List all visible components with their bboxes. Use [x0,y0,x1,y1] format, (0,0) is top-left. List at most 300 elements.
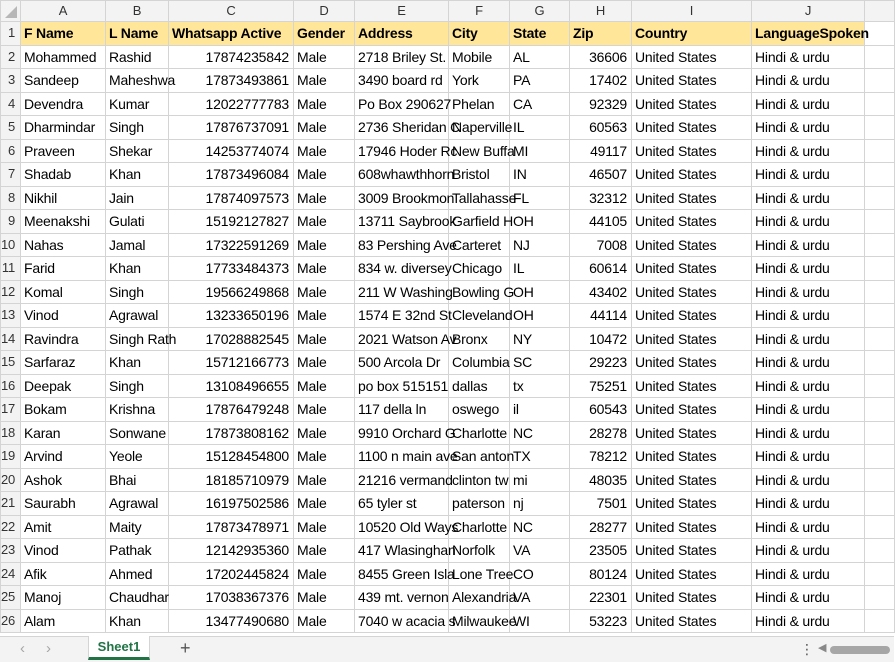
cell-a[interactable]: Alam [21,609,106,633]
scroll-left-icon[interactable]: ◀ [818,642,827,654]
cell-c[interactable]: 15192127827 [169,210,294,234]
column-header-g[interactable]: G [510,1,570,22]
empty-cell[interactable] [865,374,895,398]
cell-d[interactable]: Male [294,304,355,328]
row-number[interactable]: 22 [1,515,21,539]
column-header-c[interactable]: C [169,1,294,22]
cell-j[interactable]: Hindi & urdu [752,139,865,163]
cell-h[interactable]: 23505 [570,539,632,563]
cell-d[interactable]: Male [294,539,355,563]
cell-d[interactable]: Male [294,280,355,304]
cell-h[interactable]: 53223 [570,609,632,633]
cell-f[interactable]: Cleveland [449,304,510,328]
empty-cell[interactable] [865,163,895,187]
cell-e[interactable]: 2021 Watson Av [355,327,449,351]
cell-b[interactable]: Jain [106,186,169,210]
cell-g[interactable]: il [510,398,570,422]
empty-cell[interactable] [865,139,895,163]
cell-c[interactable]: 17873493861 [169,69,294,93]
cell-g[interactable]: tx [510,374,570,398]
column-title-cell[interactable]: State [510,22,570,46]
cell-f[interactable]: Bronx [449,327,510,351]
empty-cell[interactable] [865,280,895,304]
column-header-e[interactable]: E [355,1,449,22]
cell-a[interactable]: Karan [21,421,106,445]
cell-a[interactable]: Ravindra [21,327,106,351]
column-title-cell[interactable]: L Name [106,22,169,46]
cell-h[interactable]: 7008 [570,233,632,257]
next-sheet-icon[interactable]: › [46,640,51,657]
cell-f[interactable]: Mobile [449,45,510,69]
row-number[interactable]: 23 [1,539,21,563]
cell-d[interactable]: Male [294,233,355,257]
cell-a[interactable]: Mohammed [21,45,106,69]
cell-a[interactable]: Ashok [21,468,106,492]
empty-cell[interactable] [865,45,895,69]
cell-a[interactable]: Nahas [21,233,106,257]
cell-c[interactable]: 17874097573 [169,186,294,210]
cell-e[interactable]: 1574 E 32nd St [355,304,449,328]
empty-cell[interactable] [865,304,895,328]
cell-g[interactable]: OH [510,304,570,328]
cell-e[interactable]: 8455 Green Isla [355,562,449,586]
cell-g[interactable]: NY [510,327,570,351]
cell-h[interactable]: 75251 [570,374,632,398]
empty-cell[interactable] [865,186,895,210]
row-number[interactable]: 9 [1,210,21,234]
cell-b[interactable]: Kumar [106,92,169,116]
cell-j[interactable]: Hindi & urdu [752,374,865,398]
cell-i[interactable]: United States [632,539,752,563]
column-title-cell[interactable]: Gender [294,22,355,46]
cell-f[interactable]: Lone Tree [449,562,510,586]
cell-h[interactable]: 44114 [570,304,632,328]
cell-j[interactable]: Hindi & urdu [752,280,865,304]
cell-i[interactable]: United States [632,69,752,93]
cell-g[interactable]: PA [510,69,570,93]
cell-j[interactable]: Hindi & urdu [752,327,865,351]
cell-h[interactable]: 49117 [570,139,632,163]
cell-e[interactable]: 834 w. diversey [355,257,449,281]
cell-h[interactable]: 92329 [570,92,632,116]
cell-b[interactable]: Chaudhar [106,586,169,610]
cell-b[interactable]: Sonwane [106,421,169,445]
cell-c[interactable]: 17028882545 [169,327,294,351]
cell-d[interactable]: Male [294,468,355,492]
empty-cell[interactable] [865,562,895,586]
cell-f[interactable]: Columbia [449,351,510,375]
cell-b[interactable]: Shekar [106,139,169,163]
cell-j[interactable]: Hindi & urdu [752,562,865,586]
cell-b[interactable]: Singh Rath [106,327,169,351]
row-number[interactable]: 1 [1,22,21,46]
cell-e[interactable]: 65 tyler st [355,492,449,516]
cell-f[interactable]: Garfield H [449,210,510,234]
cell-a[interactable]: Praveen [21,139,106,163]
cell-h[interactable]: 17402 [570,69,632,93]
cell-h[interactable]: 7501 [570,492,632,516]
cell-j[interactable]: Hindi & urdu [752,304,865,328]
cell-i[interactable]: United States [632,492,752,516]
cell-i[interactable]: United States [632,304,752,328]
column-header-d[interactable]: D [294,1,355,22]
row-number[interactable]: 20 [1,468,21,492]
cell-e[interactable]: 10520 Old Ways [355,515,449,539]
cell-j[interactable]: Hindi & urdu [752,421,865,445]
cell-b[interactable]: Khan [106,163,169,187]
cell-b[interactable]: Singh [106,280,169,304]
cell-d[interactable]: Male [294,421,355,445]
cell-c[interactable]: 13233650196 [169,304,294,328]
row-number[interactable]: 21 [1,492,21,516]
cell-b[interactable]: Agrawal [106,492,169,516]
cell-e[interactable]: Po Box 290627 [355,92,449,116]
cell-i[interactable]: United States [632,257,752,281]
cell-b[interactable]: Khan [106,609,169,633]
row-number[interactable]: 13 [1,304,21,328]
cell-e[interactable]: 117 della ln [355,398,449,422]
cell-j[interactable]: Hindi & urdu [752,210,865,234]
cell-g[interactable]: SC [510,351,570,375]
row-number[interactable]: 12 [1,280,21,304]
cell-g[interactable]: IN [510,163,570,187]
cell-c[interactable]: 17038367376 [169,586,294,610]
cell-b[interactable]: Jamal [106,233,169,257]
cell-j[interactable]: Hindi & urdu [752,45,865,69]
empty-cell[interactable] [865,351,895,375]
empty-cell[interactable] [865,586,895,610]
cell-d[interactable]: Male [294,515,355,539]
column-header-a[interactable]: A [21,1,106,22]
cell-e[interactable]: 2736 Sheridan C [355,116,449,140]
cell-f[interactable]: Naperville [449,116,510,140]
cell-c[interactable]: 19566249868 [169,280,294,304]
cell-g[interactable]: NC [510,515,570,539]
row-number[interactable]: 5 [1,116,21,140]
cell-i[interactable]: United States [632,163,752,187]
cell-g[interactable]: AL [510,45,570,69]
cell-i[interactable]: United States [632,92,752,116]
cell-a[interactable]: Deepak [21,374,106,398]
cell-f[interactable]: Norfolk [449,539,510,563]
cell-b[interactable]: Singh [106,116,169,140]
cell-d[interactable]: Male [294,374,355,398]
empty-cell[interactable] [865,609,895,633]
cell-c[interactable]: 13108496655 [169,374,294,398]
cell-h[interactable]: 32312 [570,186,632,210]
cell-a[interactable]: Arvind [21,445,106,469]
cell-a[interactable]: Farid [21,257,106,281]
cell-g[interactable]: CA [510,92,570,116]
cell-e[interactable]: 13711 Saybrook [355,210,449,234]
cell-a[interactable]: Vinod [21,539,106,563]
select-all-corner[interactable] [1,1,21,22]
row-number[interactable]: 3 [1,69,21,93]
cell-j[interactable]: Hindi & urdu [752,116,865,140]
column-header-extra[interactable] [865,1,895,22]
empty-cell[interactable] [865,92,895,116]
cell-j[interactable]: Hindi & urdu [752,492,865,516]
cell-d[interactable]: Male [294,351,355,375]
cell-g[interactable]: MI [510,139,570,163]
cell-e[interactable]: 7040 w acacia s [355,609,449,633]
cell-h[interactable]: 48035 [570,468,632,492]
cell-a[interactable]: Sandeep [21,69,106,93]
cell-e[interactable]: 3009 Brookmon [355,186,449,210]
cell-j[interactable]: Hindi & urdu [752,233,865,257]
cell-c[interactable]: 17876479248 [169,398,294,422]
row-number[interactable]: 15 [1,351,21,375]
cell-g[interactable]: IL [510,257,570,281]
cell-c[interactable]: 17873496084 [169,163,294,187]
cell-g[interactable]: VA [510,586,570,610]
cell-a[interactable]: Afik [21,562,106,586]
cell-j[interactable]: Hindi & urdu [752,69,865,93]
row-number[interactable]: 4 [1,92,21,116]
cell-f[interactable]: San anton [449,445,510,469]
row-number[interactable]: 24 [1,562,21,586]
cell-a[interactable]: Amit [21,515,106,539]
cell-a[interactable]: Manoj [21,586,106,610]
cell-f[interactable]: Charlotte [449,421,510,445]
cell-c[interactable]: 13477490680 [169,609,294,633]
row-number[interactable]: 17 [1,398,21,422]
cell-a[interactable]: Komal [21,280,106,304]
cell-d[interactable]: Male [294,186,355,210]
row-number[interactable]: 16 [1,374,21,398]
cell-f[interactable]: Milwaukee [449,609,510,633]
row-number[interactable]: 6 [1,139,21,163]
cell-f[interactable]: Carteret [449,233,510,257]
empty-cell[interactable] [865,257,895,281]
cell-b[interactable]: Yeole [106,445,169,469]
cell-h[interactable]: 43402 [570,280,632,304]
cell-g[interactable]: IL [510,116,570,140]
cell-i[interactable]: United States [632,562,752,586]
cell-h[interactable]: 29223 [570,351,632,375]
cell-h[interactable]: 28278 [570,421,632,445]
cell-a[interactable]: Vinod [21,304,106,328]
empty-cell[interactable] [865,233,895,257]
cell-f[interactable]: Tallahasse [449,186,510,210]
cell-a[interactable]: Bokam [21,398,106,422]
cell-c[interactable]: 14253774074 [169,139,294,163]
cell-c[interactable]: 17876737091 [169,116,294,140]
cell-d[interactable]: Male [294,398,355,422]
row-number[interactable]: 14 [1,327,21,351]
cell-c[interactable]: 16197502586 [169,492,294,516]
cell-f[interactable]: Chicago [449,257,510,281]
cell-f[interactable]: dallas [449,374,510,398]
cell-e[interactable]: 439 mt. vernon [355,586,449,610]
cell-c[interactable]: 12142935360 [169,539,294,563]
empty-cell[interactable] [865,492,895,516]
cell-h[interactable]: 60543 [570,398,632,422]
empty-cell[interactable] [865,327,895,351]
cell-h[interactable]: 60614 [570,257,632,281]
empty-cell[interactable] [865,539,895,563]
cell-d[interactable]: Male [294,586,355,610]
column-header-j[interactable]: J [752,1,865,22]
cell-c[interactable]: 17202445824 [169,562,294,586]
cell-c[interactable]: 17874235842 [169,45,294,69]
cell-e[interactable]: 9910 Orchard G [355,421,449,445]
row-number[interactable]: 7 [1,163,21,187]
cell-h[interactable]: 78212 [570,445,632,469]
cell-i[interactable]: United States [632,515,752,539]
cell-i[interactable]: United States [632,398,752,422]
cell-f[interactable]: York [449,69,510,93]
cell-d[interactable]: Male [294,45,355,69]
cell-a[interactable]: Dharmindar [21,116,106,140]
cell-f[interactable]: Phelan [449,92,510,116]
cell-d[interactable]: Male [294,609,355,633]
row-number[interactable]: 26 [1,609,21,633]
cell-j[interactable]: Hindi & urdu [752,163,865,187]
cell-g[interactable]: NJ [510,233,570,257]
cell-d[interactable]: Male [294,163,355,187]
cell-i[interactable]: United States [632,468,752,492]
cell-g[interactable]: VA [510,539,570,563]
add-sheet-icon[interactable]: + [180,638,191,658]
cell-j[interactable]: Hindi & urdu [752,92,865,116]
cell-c[interactable]: 12022777783 [169,92,294,116]
cell-h[interactable]: 60563 [570,116,632,140]
cell-b[interactable]: Bhai [106,468,169,492]
cell-j[interactable]: Hindi & urdu [752,515,865,539]
cell-f[interactable]: paterson [449,492,510,516]
cell-f[interactable]: New Buffa [449,139,510,163]
cell-i[interactable]: United States [632,233,752,257]
cell-g[interactable]: NC [510,421,570,445]
row-number[interactable]: 11 [1,257,21,281]
cell-b[interactable]: Agrawal [106,304,169,328]
empty-cell[interactable] [865,515,895,539]
cell-j[interactable]: Hindi & urdu [752,351,865,375]
cell-f[interactable]: Charlotte [449,515,510,539]
row-number[interactable]: 25 [1,586,21,610]
cell-e[interactable]: 3490 board rd [355,69,449,93]
cell-b[interactable]: Gulati [106,210,169,234]
cell-i[interactable]: United States [632,186,752,210]
cell-i[interactable]: United States [632,210,752,234]
cell-g[interactable]: CO [510,562,570,586]
cell-g[interactable]: nj [510,492,570,516]
empty-cell[interactable] [865,421,895,445]
cell-f[interactable]: Bristol [449,163,510,187]
cell-h[interactable]: 10472 [570,327,632,351]
empty-cell[interactable] [865,398,895,422]
cell-c[interactable]: 17733484373 [169,257,294,281]
cell-j[interactable]: Hindi & urdu [752,609,865,633]
cell-h[interactable]: 46507 [570,163,632,187]
cell-a[interactable]: Shadab [21,163,106,187]
cell-e[interactable]: 1100 n main ave [355,445,449,469]
cell-d[interactable]: Male [294,92,355,116]
cell-e[interactable]: 17946 Hoder Rc [355,139,449,163]
cell-g[interactable]: TX [510,445,570,469]
cell-g[interactable]: OH [510,210,570,234]
cell-e[interactable]: 83 Pershing Ave [355,233,449,257]
cell-b[interactable]: Singh [106,374,169,398]
cell-j[interactable]: Hindi & urdu [752,445,865,469]
cell-d[interactable]: Male [294,69,355,93]
cell-i[interactable]: United States [632,421,752,445]
cell-e[interactable]: 21216 vermand [355,468,449,492]
cell-h[interactable]: 36606 [570,45,632,69]
cell-b[interactable]: Maheshwa [106,69,169,93]
prev-sheet-icon[interactable]: ‹ [20,640,25,657]
cell-b[interactable]: Pathak [106,539,169,563]
row-number[interactable]: 19 [1,445,21,469]
column-title-cell[interactable]: Zip [570,22,632,46]
cell-i[interactable]: United States [632,351,752,375]
cell-g[interactable]: mi [510,468,570,492]
empty-cell[interactable] [865,445,895,469]
column-header-f[interactable]: F [449,1,510,22]
cell-f[interactable]: clinton tw [449,468,510,492]
cell-b[interactable]: Khan [106,351,169,375]
cell-g[interactable]: FL [510,186,570,210]
cell-b[interactable]: Maity [106,515,169,539]
cell-f[interactable]: Bowling G [449,280,510,304]
row-number[interactable]: 8 [1,186,21,210]
cell-e[interactable]: 500 Arcola Dr [355,351,449,375]
cell-i[interactable]: United States [632,139,752,163]
cell-h[interactable]: 22301 [570,586,632,610]
cell-i[interactable]: United States [632,609,752,633]
cell-d[interactable]: Male [294,139,355,163]
cell-c[interactable]: 17873478971 [169,515,294,539]
cell-d[interactable]: Male [294,492,355,516]
cell-j[interactable]: Hindi & urdu [752,398,865,422]
cell-d[interactable]: Male [294,562,355,586]
cell-d[interactable]: Male [294,116,355,140]
cell-e[interactable]: 2718 Briley St. [355,45,449,69]
column-header-i[interactable]: I [632,1,752,22]
cell-i[interactable]: United States [632,280,752,304]
cell-j[interactable]: Hindi & urdu [752,539,865,563]
column-title-cell[interactable]: Country [632,22,752,46]
cell-f[interactable]: oswego [449,398,510,422]
cell-c[interactable]: 18185710979 [169,468,294,492]
cell-d[interactable]: Male [294,210,355,234]
cell-e[interactable]: 211 W Washing [355,280,449,304]
cell-d[interactable]: Male [294,445,355,469]
cell-b[interactable]: Krishna [106,398,169,422]
cell-d[interactable]: Male [294,327,355,351]
column-title-cell[interactable]: City [449,22,510,46]
cell-b[interactable]: Rashid [106,45,169,69]
cell-e[interactable]: po box 515151 [355,374,449,398]
cell-a[interactable]: Nikhil [21,186,106,210]
cell-c[interactable]: 15128454800 [169,445,294,469]
empty-cell[interactable] [865,116,895,140]
cell-c[interactable]: 17322591269 [169,233,294,257]
column-title-cell[interactable]: LanguageSpoken [752,22,865,46]
cell-i[interactable]: United States [632,445,752,469]
column-title-cell[interactable]: F Name [21,22,106,46]
cell-j[interactable]: Hindi & urdu [752,186,865,210]
row-number[interactable]: 2 [1,45,21,69]
cell-j[interactable]: Hindi & urdu [752,257,865,281]
cell-g[interactable]: WI [510,609,570,633]
cell-h[interactable]: 80124 [570,562,632,586]
empty-cell[interactable] [865,468,895,492]
cell-i[interactable]: United States [632,374,752,398]
horizontal-scrollbar[interactable] [830,646,890,654]
cell-a[interactable]: Saurabh [21,492,106,516]
